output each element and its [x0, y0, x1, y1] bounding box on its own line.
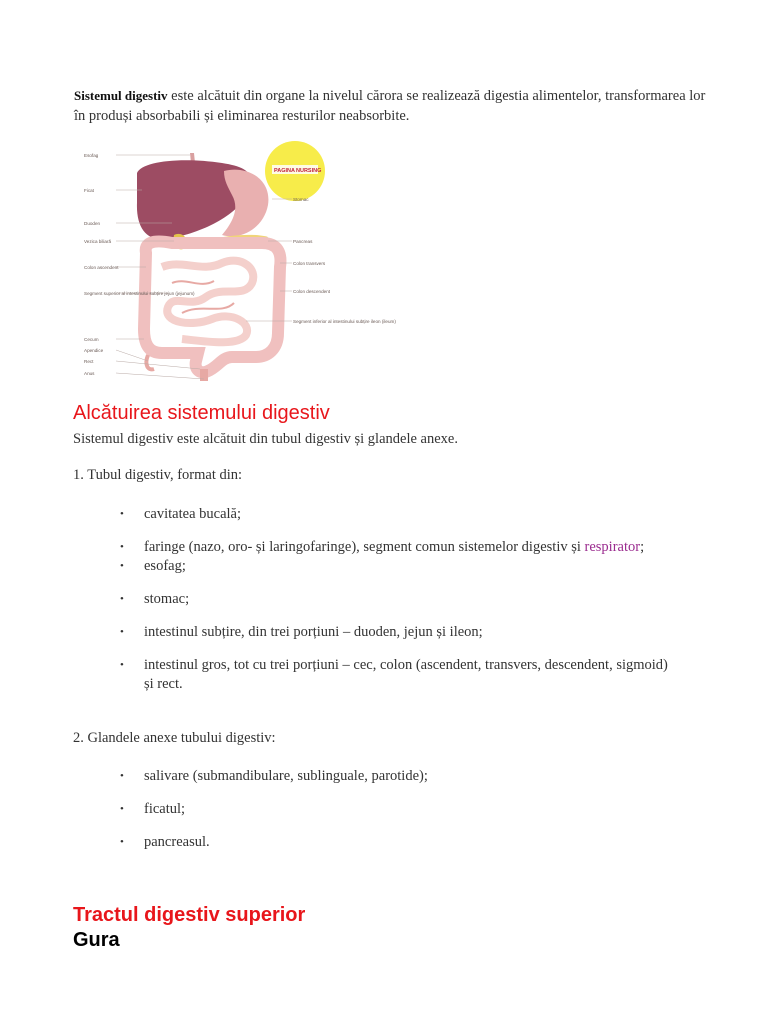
- label-jejun: Segment superior al intestinului subțire jejun (jejunum): [84, 291, 195, 296]
- tube-list: [120, 505, 680, 694]
- subheading-gura: Gura: [73, 929, 120, 951]
- list-item: • intestinul gros, tot cu trei porțiuni – cec, colon (ascendent, transvers, descendent, sigmoid) și rect.: [120, 656, 680, 694]
- list-item: • intestinul subțire, din trei porțiuni – duoden, jejun și ileon;: [120, 623, 680, 642]
- list-item: • pancreasul.: [120, 833, 680, 852]
- list-item: • salivare (submandibulare, sublinguale, parotide);: [120, 767, 680, 786]
- list-item: • esofag;: [120, 557, 680, 576]
- intro-paragraph: [74, 86, 714, 126]
- digestive-system-illustration: [82, 143, 396, 383]
- glands-title: 2. Glandele anexe tubului digestiv:: [73, 730, 276, 746]
- list-item: • ficatul;: [120, 800, 680, 819]
- badge-text-1: PAGINA: [274, 168, 295, 174]
- section-heading-tractul: Tractul digestiv superior: [73, 904, 306, 926]
- respirator-link[interactable]: respirator: [584, 539, 641, 555]
- label-pancreas: Pancreas: [293, 239, 313, 244]
- intro-text: este alcătuit din organe la nivelul cărora se realizează digestia alimentelor, transformarea lor în produși absorbabili și eliminarea resturilor neabsorbite.: [74, 88, 706, 124]
- tube-title: 1. Tubul digestiv, format din:: [73, 467, 243, 483]
- badge-text-2: NURSING: [296, 168, 322, 174]
- label-colon-transvers: Colon transvers: [293, 261, 326, 266]
- intro-term: Sistemul digestiv: [74, 88, 168, 103]
- label-duoden: Duoden: [84, 221, 101, 226]
- section-lead: Sistemul digestiv este alcătuit din tubul digestiv și glandele anexe.: [73, 431, 458, 447]
- list-item: • faringe (nazo, oro- și laringofaringe), segment comun sistemelor digestiv și respirator;: [120, 538, 680, 557]
- label-stomac: Stomac: [293, 197, 309, 202]
- glands-list: [120, 767, 680, 852]
- label-cecum: Cecum: [84, 337, 99, 342]
- list-item: • cavitatea bucală;: [120, 505, 680, 524]
- label-ficat: Ficat: [84, 188, 94, 193]
- label-vezica: Vezica biliară: [84, 239, 112, 244]
- label-rect: Rect: [84, 359, 94, 364]
- list-item: • stomac;: [120, 590, 680, 609]
- section-heading-alcatuirea: Alcătuirea sistemului digestiv: [73, 402, 330, 424]
- label-apendice: Apendice: [84, 348, 104, 353]
- label-esofag: Esofag: [84, 153, 99, 158]
- label-colon-descendent: Colon descendent: [293, 289, 331, 294]
- label-ileon: Segment inferior al intestinului subțire ileon (ileum): [293, 319, 396, 324]
- label-colon-ascendent: Colon ascendent: [84, 265, 119, 270]
- label-anus: Anus: [84, 371, 95, 376]
- small-intestine-shape: [162, 261, 253, 343]
